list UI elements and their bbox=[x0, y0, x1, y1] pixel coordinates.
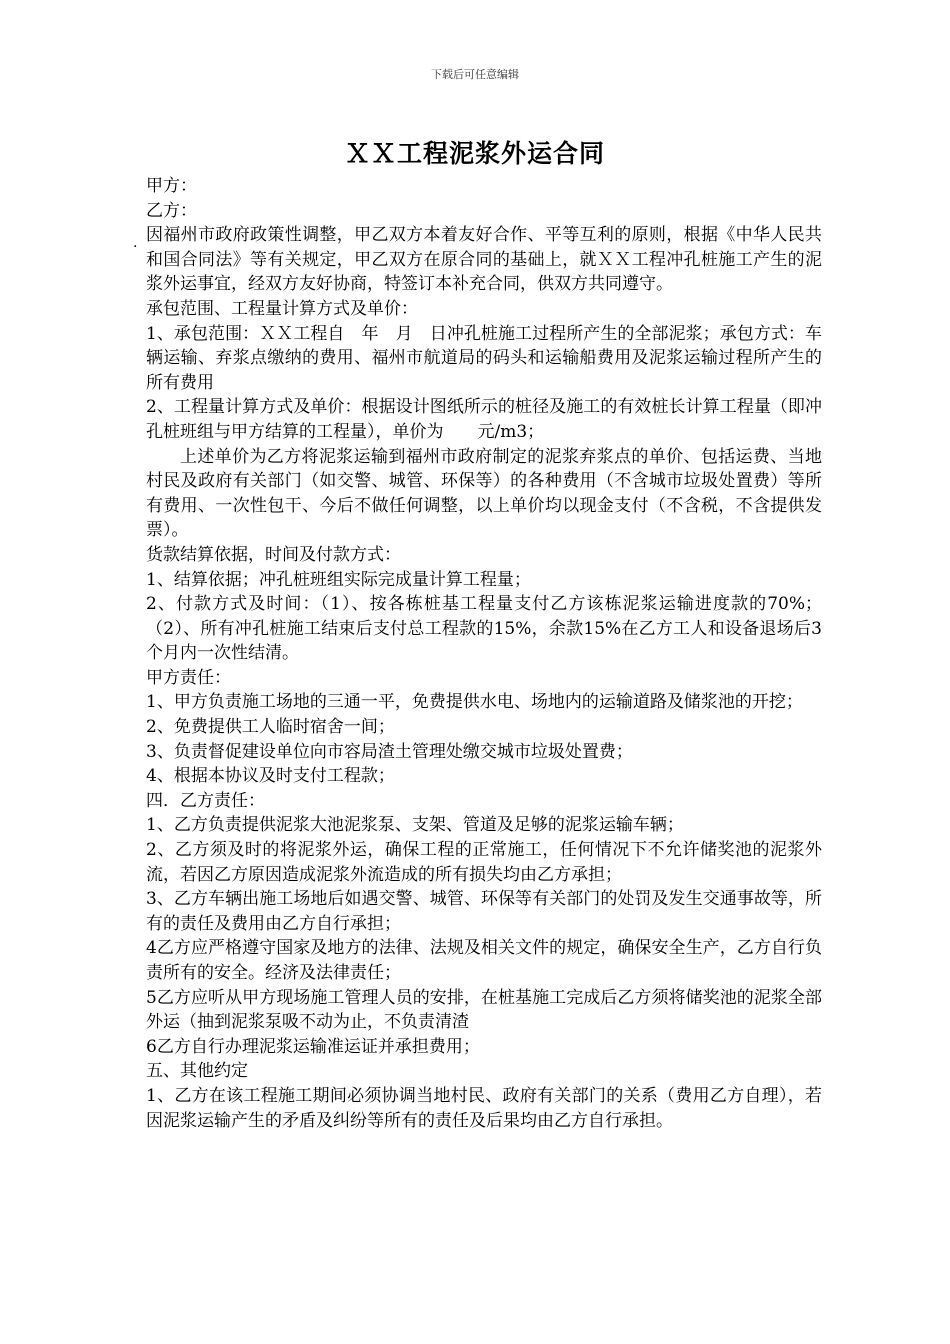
bullet-dot: . bbox=[133, 235, 138, 251]
document-title: ＸＸ工程泥浆外运合同 bbox=[344, 139, 605, 168]
section-heading-party-b: 四．乙方责任： bbox=[146, 790, 265, 811]
section-heading-payment: 货款结算依据，时间及付款方式： bbox=[146, 544, 401, 565]
clause-party-a-2: 2、免费提供工人临时宿舍一间； bbox=[146, 717, 395, 738]
clause-price-note: 上述单价为乙方将泥浆运输到福州市政府制定的泥浆弃浆点的单价、包括运费、当地村民及政府有关部门（如交警、城管、环保等）的各种费用（不含城市垃圾处置费）等所有费用、一次性包干、今后不做任何调整，以上单价均以现金支付（不含税，不含提供发票）。 bbox=[146, 446, 822, 541]
contract-body bbox=[146, 174, 822, 1133]
section-heading-scope: 承包范围、工程量计算方式及单价： bbox=[146, 298, 418, 319]
party-b-line: 乙方： bbox=[146, 200, 197, 221]
clause-settlement-basis: 1、结算依据；冲孔桩班组实际完成量计算工程量； bbox=[146, 569, 531, 590]
preamble-paragraph: 因福州市政府政策性调整，甲乙双方本着友好合作、平等互利的原则，根据《中华人民共和国合同法》等有关规定，甲乙双方在原合同的基础上，就ＸＸ工程冲孔桩施工产生的泥浆外运事宜，经双方友好协商，特签订本补充合同，供双方共同遵守。 bbox=[146, 225, 822, 295]
clause-party-b-5: 5乙方应听从甲方现场施工管理人员的安排，在桩基施工完成后乙方须将储奖池的泥浆全部外运（抽到泥浆泵吸不动为止，不负责清渣 bbox=[146, 987, 822, 1033]
clause-party-b-4: 4乙方应严格遵守国家及地方的法律、法规及相关文件的规定，确保安全生产，乙方自行负责所有的安全。经济及法律责任； bbox=[146, 938, 822, 983]
clause-payment-terms: 2、付款方式及时间：（1）、按各栋桩基工程量支付乙方该栋泥浆运输进度款的70%；（2）、所有冲孔桩施工结束后支付总工程款的15%，余款15%在乙方工人和设备退场后3个月内一次性结清。 bbox=[146, 594, 822, 664]
clause-party-a-4: 4、根据本协议及时支付工程款； bbox=[146, 766, 395, 787]
clause-party-b-1: 1、乙方负责提供泥浆大池泥浆泵、支架、管道及足够的泥浆运输车辆； bbox=[146, 815, 684, 836]
header-note: 下载后可任意编辑 bbox=[431, 68, 519, 81]
party-a-line: 甲方： bbox=[146, 176, 197, 196]
clause-party-b-6: 6乙方自行办理泥浆运输准运证并承担费用； bbox=[146, 1036, 480, 1057]
clause-scope: 1、承包范围：ＸＸ工程自 年 月 日冲孔桩施工过程所产生的全部泥浆；承包方式：车辆运输、弃浆点缴纳的费用、福州市航道局的码头和运输船费用及泥浆运输过程所产生的所有费用 bbox=[146, 323, 822, 393]
clause-party-b-2: 2、乙方须及时的将泥浆外运，确保工程的正常施工，任何情况下不允许储奖池的泥浆外流，若因乙方原因造成泥浆外流造成的所有损失均由乙方承担； bbox=[146, 840, 822, 885]
clause-party-b-3: 3、乙方车辆出施工场地后如遇交警、城管、环保等有关部门的处罚及发生交通事故等，所有的责任及费用由乙方自行承担； bbox=[146, 889, 822, 934]
clause-party-a-3: 3、负责督促建设单位向市容局渣土管理处缴交城市垃圾处置费； bbox=[146, 741, 633, 762]
section-heading-other: 五、其他约定 bbox=[146, 1061, 248, 1082]
clause-quantity-price: 2、工程量计算方式及单价：根据设计图纸所示的桩径及施工的有效桩长计算工程量（即冲孔桩班组与甲方结算的工程量），单价为 元/m3； bbox=[146, 397, 822, 442]
clause-party-a-1: 1、甲方负责施工场地的三通一平，免费提供水电、场地内的运输道路及储浆池的开挖； bbox=[146, 692, 803, 713]
section-heading-party-a: 甲方责任： bbox=[146, 667, 231, 688]
clause-other-1: 1、乙方在该工程施工期间必须协调当地村民、政府有关部门的关系（费用乙方自理），若因泥浆运输产生的矛盾及纠纷等所有的责任及后果均由乙方自行承担。 bbox=[146, 1085, 822, 1131]
